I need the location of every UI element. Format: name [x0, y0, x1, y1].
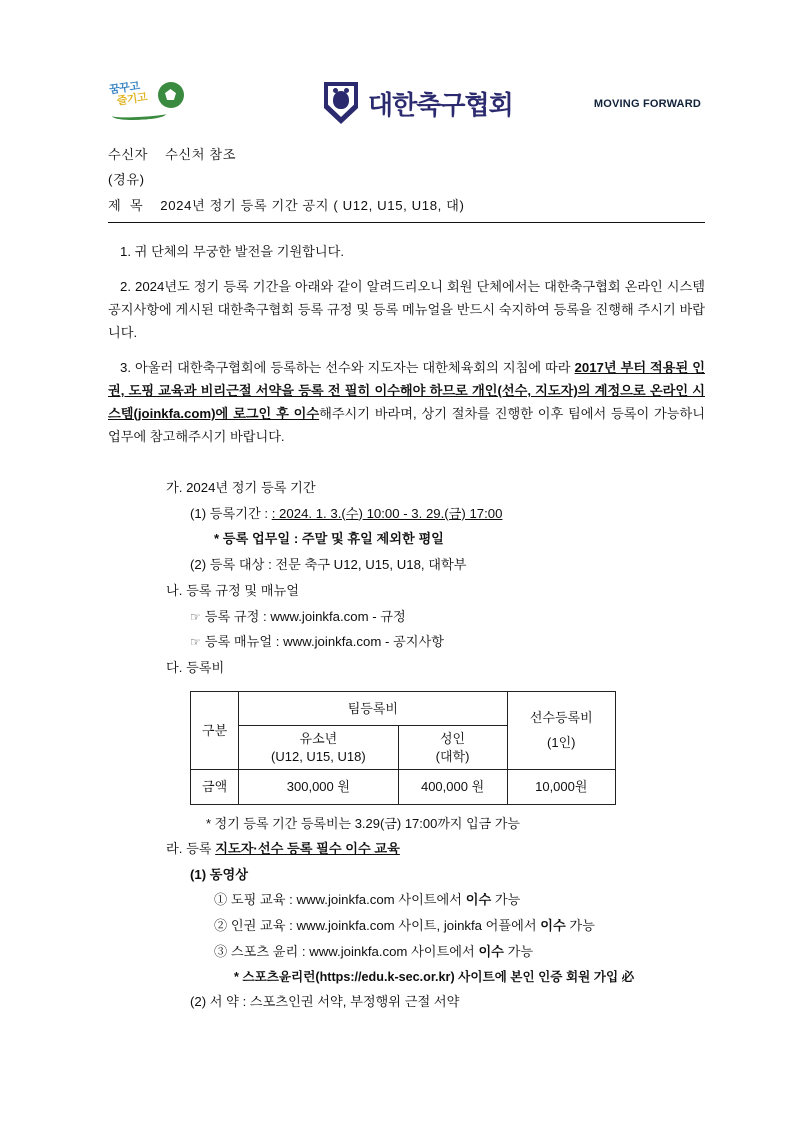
kfa-logo [324, 82, 513, 124]
paragraph-3 [108, 357, 705, 449]
fee-table-col-division: 구분 [191, 691, 239, 769]
outline-item-ra-1: (1) 동영상 [190, 866, 248, 882]
paragraph-3-text-b: 해주시기 바라며, 상기 절차를 진행한 이후 팀에서 등록이 가능하니 업무에 참고해주시기 바랍니다. [108, 405, 705, 444]
fee-table-col-team: 팀등록비 [239, 691, 507, 725]
document-header [0, 0, 793, 121]
outline-item-da: 다. 등록비 [166, 660, 225, 676]
doping-edu-emphasis: 이수 [465, 892, 492, 908]
pointing-hand-icon: ☞ [190, 609, 201, 624]
outline-item-ra [166, 836, 705, 862]
fee-table-note: * 정기 등록 기간 등록비는 3.29(금) 17:00까지 입금 가능 [206, 815, 520, 831]
fee-table-col-youth-line1: 유소년 [299, 731, 338, 747]
outline-item-na: 나. 등록 규정 및 매뉴얼 [166, 582, 299, 598]
outline-item-ra-1-3 [214, 939, 705, 965]
fee-amount-adult: 400,000 원 [398, 770, 507, 804]
paragraph-3-emphasis: 2017년 부터 적용된 인권, 도핑 교육과 비리근절 서약을 등록 전 필히 이수해야 하므로 개인(선수, 지도자)의 계정으로 온라인 시스템(joinkfa.com)에 로그인 후 이수 [108, 360, 705, 421]
outline-item-na-1-text: 등록 규정 : www.joinkfa.com - 규정 [204, 608, 406, 624]
human-rights-edu-emphasis: 이수 [540, 918, 566, 934]
document-body [0, 144, 793, 1015]
moving-forward-slogan: MOVING FORWARD [593, 98, 701, 110]
dream-logo-line2: 즐기고 [116, 91, 148, 108]
kfa-tiger-crest-icon [324, 82, 358, 124]
sports-ethics-note: * 스포츠윤리런(https://edu.k-sec.or.kr) 사이트에 본인 인증 회원 가입 必 [234, 969, 635, 984]
outline-item-na-2 [190, 629, 705, 655]
fee-table-col-adult-line1: 성인 [439, 731, 466, 747]
outline-item-na-2-text: 등록 매뉴얼 : www.joinkfa.com - 공지사항 [204, 634, 444, 650]
doping-edu-text-a: ① 도핑 교육 : www.joinkfa.com 사이트에서 [214, 892, 466, 908]
paragraph-3-text-a: 3. 아울러 대한축구협회에 등록하는 선수와 지도자는 대한체육회의 지침에 따라 [120, 360, 575, 375]
via-line: (경유) [108, 172, 145, 188]
sports-ethics-text-b: 가능 [503, 943, 534, 959]
fee-table-col-player [507, 691, 615, 769]
swoosh-icon [112, 108, 167, 122]
sports-ethics-emphasis: 이수 [478, 943, 504, 959]
registration-period-value: : 2024. 1. 3.(수) 10:00 - 3. 29.(금) 17:00 [271, 505, 503, 521]
kfa-logo-text: 대한축구협회 [368, 90, 513, 121]
dream-logo-text [109, 80, 148, 109]
table-row [191, 770, 616, 804]
outline-item-ra-emphasis: 지도자·선수 등록 필수 이수 교육 [215, 840, 400, 856]
fee-table-col-adult [398, 726, 507, 770]
soccer-ball-icon [158, 82, 184, 108]
human-rights-edu-text-a: ② 인권 교육 : www.joinkfa.com 사이트, joinkfa 어플에서 [214, 918, 541, 934]
paragraph-2-text: 2. 2024년도 정기 등록 기간을 아래와 같이 알려드리오니 회원 단체에서는 대한축구협회 온라인 시스템 공지사항에 게시된 대한축구협회 등록 규정 및 등록 메뉴얼을 반드시 숙지하여 등록을 진행해 주시기 바랍니다. [108, 279, 705, 341]
outline-item-ga: 가. 2024년 정기 등록 기간 [166, 479, 316, 495]
sports-ethics-text-a: ③ 스포츠 윤리 : www.joinkfa.com 사이트에서 [214, 943, 479, 959]
doping-edu-text-b: 가능 [491, 892, 521, 908]
paragraph-1 [108, 241, 705, 264]
fee-table-col-player-line1: 선수등록비 [529, 710, 593, 726]
dream-logo [110, 78, 188, 124]
fee-table-col-player-line2: (1인) [547, 735, 576, 751]
table-row [191, 691, 616, 725]
outline-item-ra-1-2 [214, 913, 705, 939]
paragraph-1-text: 1. 귀 단체의 무궁한 발전을 기원합니다. [120, 244, 345, 260]
fee-amount-youth: 300,000 원 [239, 770, 398, 804]
human-rights-edu-text-b: 가능 [565, 918, 595, 934]
outline-list [108, 475, 705, 1015]
paragraph-2 [108, 276, 705, 345]
dream-logo-line1: 꿈꾸고 [108, 80, 141, 97]
outline-note-ga: * 등록 업무일 : 주말 및 휴일 제외한 평일 [214, 531, 444, 547]
outline-item-na-1 [190, 604, 705, 630]
outline-item-ra-1-1 [214, 887, 705, 913]
fee-amount-player: 10,000원 [507, 770, 615, 804]
outline-item-ra-prefix: 라. 등록 [166, 840, 216, 856]
outline-item-ra-2: (2) 서 약 : 스포츠인권 서약, 부정행위 근절 서약 [190, 994, 460, 1010]
document-heading-block [108, 144, 705, 216]
registration-period-label: (1) 등록기간 : [190, 505, 272, 521]
fee-table-col-youth-line2: (U12, U15, U18) [271, 748, 366, 764]
recipient-line: 수신자 수신처 참조 [108, 147, 237, 162]
outline-item-ga-1 [190, 501, 705, 527]
subject-line: 제 목 2024년 정기 등록 기간 공지 ( U12, U15, U18, 대) [108, 197, 465, 213]
outline-item-ga-2: (2) 등록 대상 : 전문 축구 U12, U15, U18, 대학부 [190, 557, 467, 573]
fee-table-col-adult-line2: (대학) [435, 748, 470, 764]
pointing-hand-icon: ☞ [190, 635, 201, 650]
fee-table-row-amount-label: 금액 [191, 770, 239, 804]
fee-table-wrapper [190, 691, 705, 805]
tiger-head-icon [333, 91, 349, 109]
header-divider [108, 222, 705, 223]
fee-table-col-youth [239, 726, 398, 770]
fee-table [190, 691, 616, 805]
